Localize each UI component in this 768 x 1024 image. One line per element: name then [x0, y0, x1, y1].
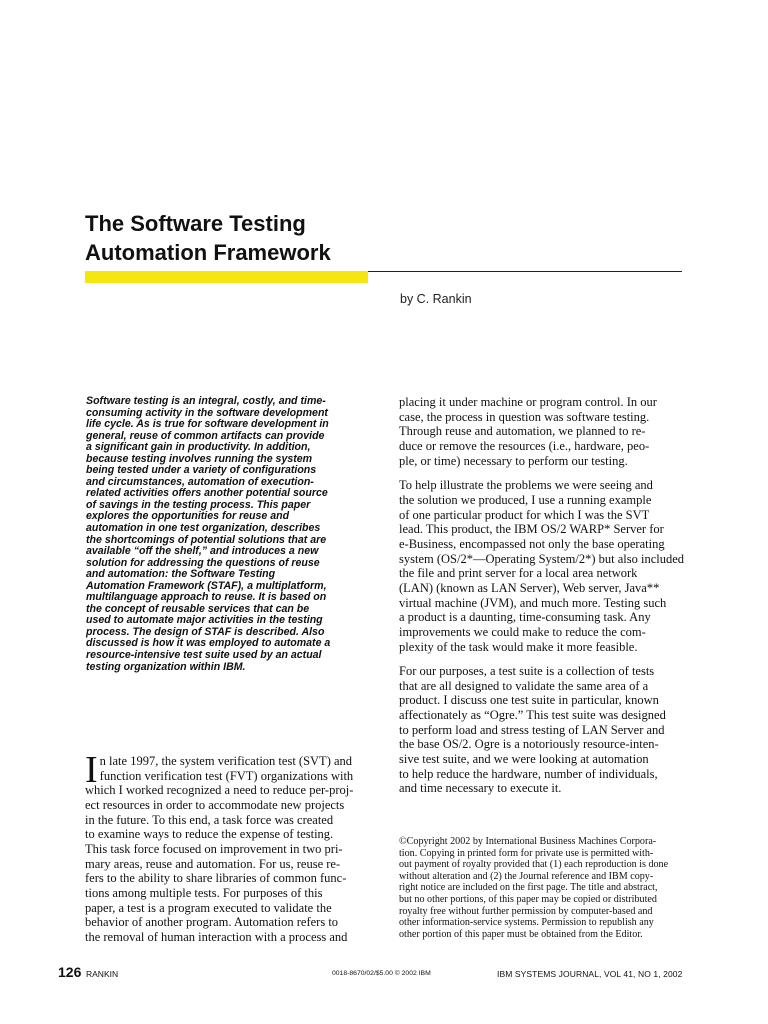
abstract-line: explores the opportunities for reuse and — [86, 510, 290, 523]
abstract-line: general, reuse of common artifacts can provide — [86, 429, 325, 442]
body-left-line: which I worked recognized a need to reduce per-proj- — [85, 783, 354, 798]
title-line-2: Automation Framework — [85, 240, 331, 265]
paragraph-gap — [399, 654, 684, 664]
copyright-notice — [399, 836, 684, 940]
body-right-p2-line: improvements we could make to reduce the com- — [399, 624, 646, 639]
abstract-line: automation in one test organization, describes — [86, 522, 321, 535]
body-right-p2-line: e-Business, encompassed not only the base operating — [399, 536, 665, 551]
body-left-line: paper, a test is a program executed to validate the — [85, 900, 332, 915]
body-right-p3-line: to help reduce the hardware, number of individuals, — [399, 766, 658, 781]
body-right-p2-line: the solution we produced, I use a running example — [399, 492, 652, 507]
body-left-line: This task force focused on improvement in two pri- — [85, 841, 343, 856]
abstract-line: of savings in the testing process. This paper — [86, 498, 311, 511]
copyright-line: ©Copyright 2002 by International Business Machines Corpora- — [399, 836, 657, 847]
copyright-line: without alteration and (2) the Journal reference and IBM copy- — [399, 870, 654, 882]
abstract-line: resource-intensive test suite used by an actual — [86, 649, 322, 662]
copyright-line: royalty free without further permission by computer-based and — [399, 905, 653, 917]
title-line-1: The Software Testing — [85, 211, 306, 236]
body-right-p1-line: duce or remove the resources (i.e., hardware, peo- — [399, 438, 650, 453]
footer-author: RANKIN — [86, 969, 119, 979]
body-left-line: ect resources in order to accommodate new projects — [85, 797, 345, 812]
body-left-line: the removal of human interaction with a process and — [85, 929, 348, 944]
body-left-line: function verification test (FVT) organizations with — [99, 768, 354, 783]
body-right-p2-line: virtual machine (JVM), and much more. Testing such — [399, 595, 667, 610]
body-right-p2-line: lead. This product, the IBM OS/2 WARP* Server for — [399, 522, 664, 537]
article-title — [85, 209, 385, 267]
copyright-line: right notice are included on the first page. The title and abstract, — [399, 882, 658, 894]
body-right-p2-line: (LAN) (known as LAN Server), Web server, Java** — [399, 580, 660, 595]
body-left-line: behavior of another program. Automation refers to — [85, 915, 339, 930]
body-right-p1-line: Through reuse and automation, we planned to re- — [399, 424, 646, 439]
copyright-line: other portion of this paper must be obtained from the Editor. — [399, 928, 643, 940]
body-column-left — [85, 749, 369, 945]
abstract-line: process. The design of STAF is described. Also — [86, 625, 325, 638]
drop-cap: I — [85, 749, 98, 791]
abstract-line: the shortcomings of potential solutions that are — [86, 533, 327, 546]
body-right-p1-line: case, the process in question was software testing. — [399, 409, 650, 424]
copyright-line: out payment of royalty provided that (1) each reproduction is done — [399, 859, 669, 871]
body-right-p2-line: system (OS/2*—Operating System/2*) but also included — [399, 551, 685, 566]
body-column-right — [399, 395, 684, 796]
abstract-line: a significant gain in productivity. In addition, — [86, 441, 311, 454]
body-right-p3-line: to perform load and stress testing of LAN Server and — [399, 722, 665, 737]
byline: by C. Rankin — [400, 292, 472, 306]
body-left-line: fers to the ability to share libraries of common func- — [85, 871, 347, 886]
title-accent-bar — [85, 271, 368, 283]
copyright-line: but no other portions, of this paper may be copied or distributed — [399, 893, 657, 905]
abstract-line: related activities offers another potential source — [86, 487, 328, 500]
page-number: 126 — [58, 964, 82, 980]
body-right-p3-line: product. I discuss one test suite in particular, known — [399, 693, 659, 708]
body-right-p3-line: that are all designed to validate the same area of a — [399, 678, 649, 693]
abstract-line: solution for addressing the questions of reuse — [86, 556, 320, 569]
abstract-line: Automation Framework (STAF), a multiplatform, — [86, 579, 327, 592]
body-left-line: n late 1997, the system verification test (SVT) and — [99, 754, 353, 768]
body-right-p2-line: the file and print server for a local area network — [399, 566, 638, 581]
body-right-p2-line: a product is a daunting, time-consuming task. Any — [399, 610, 651, 625]
abstract-line: multilanguage approach to reuse. It is based on — [86, 591, 327, 604]
copyright-line: tion. Copying in printed form for private use is permitted with- — [399, 847, 654, 859]
body-right-p3-line: affectionately as “Ogre.” This test suite was designed — [399, 708, 666, 723]
copyright-line: other information-service systems. Permission to republish any — [399, 917, 654, 929]
abstract-line: consuming activity in the software development — [86, 406, 328, 419]
body-left-line: to examine ways to reduce the expense of testing. — [85, 827, 334, 842]
abstract-line: Software testing is an integral, costly, and time- — [86, 395, 326, 407]
body-right-p3-line: For our purposes, a test suite is a collection of tests — [399, 664, 655, 679]
paragraph-gap — [399, 468, 684, 478]
abstract-line: and circumstances, automation of execution- — [86, 475, 314, 488]
body-left-line: in the future. To this end, a task force was created — [85, 812, 334, 827]
body-left-line: mary areas, reuse and automation. For us, reuse re- — [85, 856, 341, 871]
body-right-p3-line: the base OS/2. Ogre is a notoriously resource-inten- — [399, 737, 659, 752]
abstract-line: and automation: the Software Testing — [86, 568, 276, 581]
abstract-line: testing organization within IBM. — [86, 660, 246, 673]
body-right-p1-line: placing it under machine or program control. In our — [399, 395, 657, 409]
abstract-line: available “off the shelf,” and introduces a new — [86, 545, 319, 558]
abstract-line: being tested under a variety of configurations — [86, 464, 317, 477]
body-right-p1-line: ple, or time) necessary to perform our testing. — [399, 453, 628, 468]
abstract-line: discussed is how it was employed to automate a — [86, 637, 331, 650]
abstract-line: because testing involves running the system — [86, 452, 313, 465]
body-right-p3-line: and time necessary to execute it. — [399, 781, 562, 796]
body-right-p2-line: of one particular product for which I was the SVT — [399, 507, 650, 522]
body-right-p2-line: To help illustrate the problems we were seeing and — [399, 478, 653, 493]
abstract-line: used to automate major activities in the testing — [86, 614, 323, 627]
body-left-line: tions among multiple tests. For purposes of this — [85, 885, 323, 900]
footer-journal: IBM SYSTEMS JOURNAL, VOL 41, NO 1, 2002 — [497, 969, 683, 979]
title-rule — [368, 271, 682, 272]
abstract-line: the concept of reusable services that can be — [86, 602, 310, 615]
body-right-p2-line: plexity of the task would make it more feasible. — [399, 639, 638, 654]
body-right-p3-line: sive test suite, and we were looking at automation — [399, 752, 649, 767]
footer-code: 0018-8670/02/$5.00 © 2002 IBM — [332, 970, 431, 977]
abstract — [86, 396, 366, 673]
abstract-line: life cycle. As is true for software development in — [86, 418, 329, 431]
